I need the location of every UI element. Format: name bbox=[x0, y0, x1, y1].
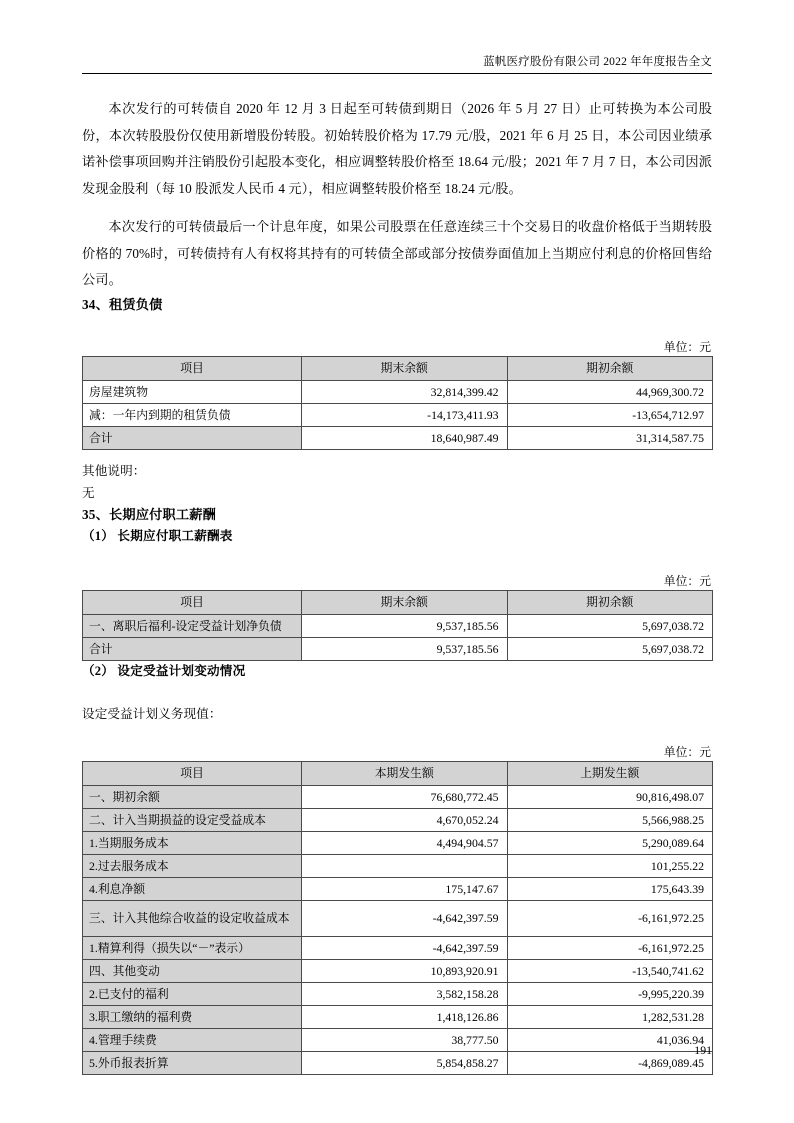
header-divider bbox=[82, 73, 712, 74]
table-row bbox=[83, 1005, 713, 1028]
cell-item: 4.管理手续费 bbox=[83, 1028, 302, 1051]
table-row bbox=[83, 900, 713, 936]
table-row bbox=[83, 959, 713, 982]
table-lease-liabilities bbox=[82, 356, 713, 450]
cell-item: 3.职工缴纳的福利费 bbox=[83, 1005, 302, 1028]
column-header-item: 项目 bbox=[83, 356, 302, 380]
cell-current: -4,642,397.59 bbox=[302, 900, 508, 936]
column-header-current: 本期发生额 bbox=[302, 761, 508, 785]
cell-ending: -14,173,411.93 bbox=[302, 403, 508, 426]
cell-item: 三、计入其他综合收益的设定收益成本 bbox=[83, 900, 302, 936]
cell-previous: 5,290,089.64 bbox=[507, 831, 713, 854]
table-defined-benefit-plan-changes bbox=[82, 761, 713, 1075]
cell-beginning: 44,969,300.72 bbox=[507, 380, 713, 403]
column-header-ending: 期末余额 bbox=[302, 356, 508, 380]
cell-item: 2.已支付的福利 bbox=[83, 982, 302, 1005]
cell-beginning: 31,314,587.75 bbox=[507, 426, 713, 449]
table-long-term-employee-benefits bbox=[82, 590, 713, 661]
cell-ending: 9,537,185.56 bbox=[302, 614, 508, 637]
cell-previous: 90,816,498.07 bbox=[507, 785, 713, 808]
cell-current: 4,494,904.57 bbox=[302, 831, 508, 854]
column-header-previous: 上期发生额 bbox=[507, 761, 713, 785]
cell-item: 减：一年内到期的租赁负债 bbox=[83, 403, 302, 426]
cell-item: 二、计入当期损益的设定受益成本 bbox=[83, 808, 302, 831]
cell-current bbox=[302, 854, 508, 877]
table-header-row bbox=[83, 590, 713, 614]
cell-ending: 18,640,987.49 bbox=[302, 426, 508, 449]
subsection-heading-35-2: （2） 设定受益计划变动情况 bbox=[82, 663, 246, 678]
unit-label-table-3: 单位：元 bbox=[663, 744, 711, 759]
table-row bbox=[83, 936, 713, 959]
table-row bbox=[83, 982, 713, 1005]
table-row bbox=[83, 854, 713, 877]
table-row bbox=[83, 1028, 713, 1051]
cell-previous: -4,869,089.45 bbox=[507, 1051, 713, 1074]
cell-item: 1.当期服务成本 bbox=[83, 831, 302, 854]
table-header-row bbox=[83, 356, 713, 380]
cell-beginning: 5,697,038.72 bbox=[507, 637, 713, 660]
running-header: 蓝帆医疗股份有限公司 2022 年年度报告全文 bbox=[483, 56, 712, 68]
unit-label-table-1: 单位：元 bbox=[663, 339, 711, 354]
cell-current: 10,893,920.91 bbox=[302, 959, 508, 982]
paragraph-block-1 bbox=[82, 96, 712, 202]
cell-item: 5.外币报表折算 bbox=[83, 1051, 302, 1074]
sub2-intro-text: 设定受益计划义务现值： bbox=[82, 706, 222, 721]
cell-previous: 1,282,531.28 bbox=[507, 1005, 713, 1028]
column-header-ending: 期末余额 bbox=[302, 590, 508, 614]
cell-item: 房屋建筑物 bbox=[83, 380, 302, 403]
cell-current: 175,147.67 bbox=[302, 877, 508, 900]
cell-previous: -9,995,220.39 bbox=[507, 982, 713, 1005]
cell-previous: -6,161,972.25 bbox=[507, 900, 713, 936]
cell-current: 38,777.50 bbox=[302, 1028, 508, 1051]
subsection-heading-35-1: （1） 长期应付职工薪酬表 bbox=[82, 528, 233, 543]
cell-item: 一、期初余额 bbox=[83, 785, 302, 808]
table-row bbox=[83, 877, 713, 900]
column-header-beginning: 期初余额 bbox=[507, 590, 713, 614]
cell-item: 合计 bbox=[83, 426, 302, 449]
table-row-total bbox=[83, 426, 713, 449]
column-header-item: 项目 bbox=[83, 761, 302, 785]
table-row bbox=[83, 808, 713, 831]
table-row bbox=[83, 831, 713, 854]
cell-previous: 5,566,988.25 bbox=[507, 808, 713, 831]
column-header-beginning: 期初余额 bbox=[507, 356, 713, 380]
other-notes-label: 其他说明： bbox=[82, 463, 146, 478]
cell-item: 1.精算利得（损失以“－”表示） bbox=[83, 936, 302, 959]
paragraph-block-2 bbox=[82, 214, 712, 294]
cell-ending: 32,814,399.42 bbox=[302, 380, 508, 403]
cell-current: 76,680,772.45 bbox=[302, 785, 508, 808]
table-row-total bbox=[83, 637, 713, 660]
cell-beginning: 5,697,038.72 bbox=[507, 614, 713, 637]
paragraph-conversion-terms: 本次发行的可转债自 2020 年 12 月 3 日起至可转债到期日（2026 年 5 月 27 日）止可转换为本公司股份，本次转股股份仅使用新增股份转股。初始转股价格为 17.79 元/股，2021 年 6 月 25 日，本公司因业绩承诺补偿事项回购并注销股份引起股本变化，相应调整转股价格至 18.64 元/股；2021 年 7 月 7 日，本公司因派发现金股利（每 10 股派发人民币 4 元），相应调整转股价格至 18.24 元/股。 bbox=[82, 101, 712, 196]
section-heading-35: 35、长期应付职工薪酬 bbox=[82, 506, 217, 522]
cell-previous: 175,643.39 bbox=[507, 877, 713, 900]
cell-previous: 101,255.22 bbox=[507, 854, 713, 877]
column-header-item: 项目 bbox=[83, 590, 302, 614]
page-number: 191 bbox=[694, 1043, 712, 1057]
cell-current: 3,582,158.28 bbox=[302, 982, 508, 1005]
section-heading-34: 34、租赁负债 bbox=[82, 296, 163, 312]
cell-previous: -13,540,741.62 bbox=[507, 959, 713, 982]
cell-item: 四、其他变动 bbox=[83, 959, 302, 982]
cell-current: -4,642,397.59 bbox=[302, 936, 508, 959]
cell-current: 1,418,126.86 bbox=[302, 1005, 508, 1028]
table-header-row bbox=[83, 761, 713, 785]
cell-item: 4.利息净额 bbox=[83, 877, 302, 900]
unit-label-table-2: 单位：元 bbox=[663, 573, 711, 588]
cell-current: 5,854,858.27 bbox=[302, 1051, 508, 1074]
cell-current: 4,670,052.24 bbox=[302, 808, 508, 831]
paragraph-resale-terms: 本次发行的可转债最后一个计息年度，如果公司股票在任意连续三十个交易日的收盘价格低于当期转股价格的 70%时，可转债持有人有权将其持有的可转债全部或部分按债券面值加上当期应付利息的价格回售给公司。 bbox=[82, 219, 712, 287]
page-content bbox=[82, 54, 712, 1075]
table-row bbox=[83, 614, 713, 637]
table-row bbox=[83, 380, 713, 403]
cell-beginning: -13,654,712.97 bbox=[507, 403, 713, 426]
cell-previous: -6,161,972.25 bbox=[507, 936, 713, 959]
table-row bbox=[83, 403, 713, 426]
table-row bbox=[83, 785, 713, 808]
cell-item: 合计 bbox=[83, 637, 302, 660]
table-row bbox=[83, 1051, 713, 1074]
other-notes-value: 无 bbox=[82, 485, 95, 500]
cell-previous: 41,036.94 bbox=[507, 1028, 713, 1051]
cell-item: 一、离职后福利-设定受益计划净负债 bbox=[83, 614, 302, 637]
cell-item: 2.过去服务成本 bbox=[83, 854, 302, 877]
cell-ending: 9,537,185.56 bbox=[302, 637, 508, 660]
